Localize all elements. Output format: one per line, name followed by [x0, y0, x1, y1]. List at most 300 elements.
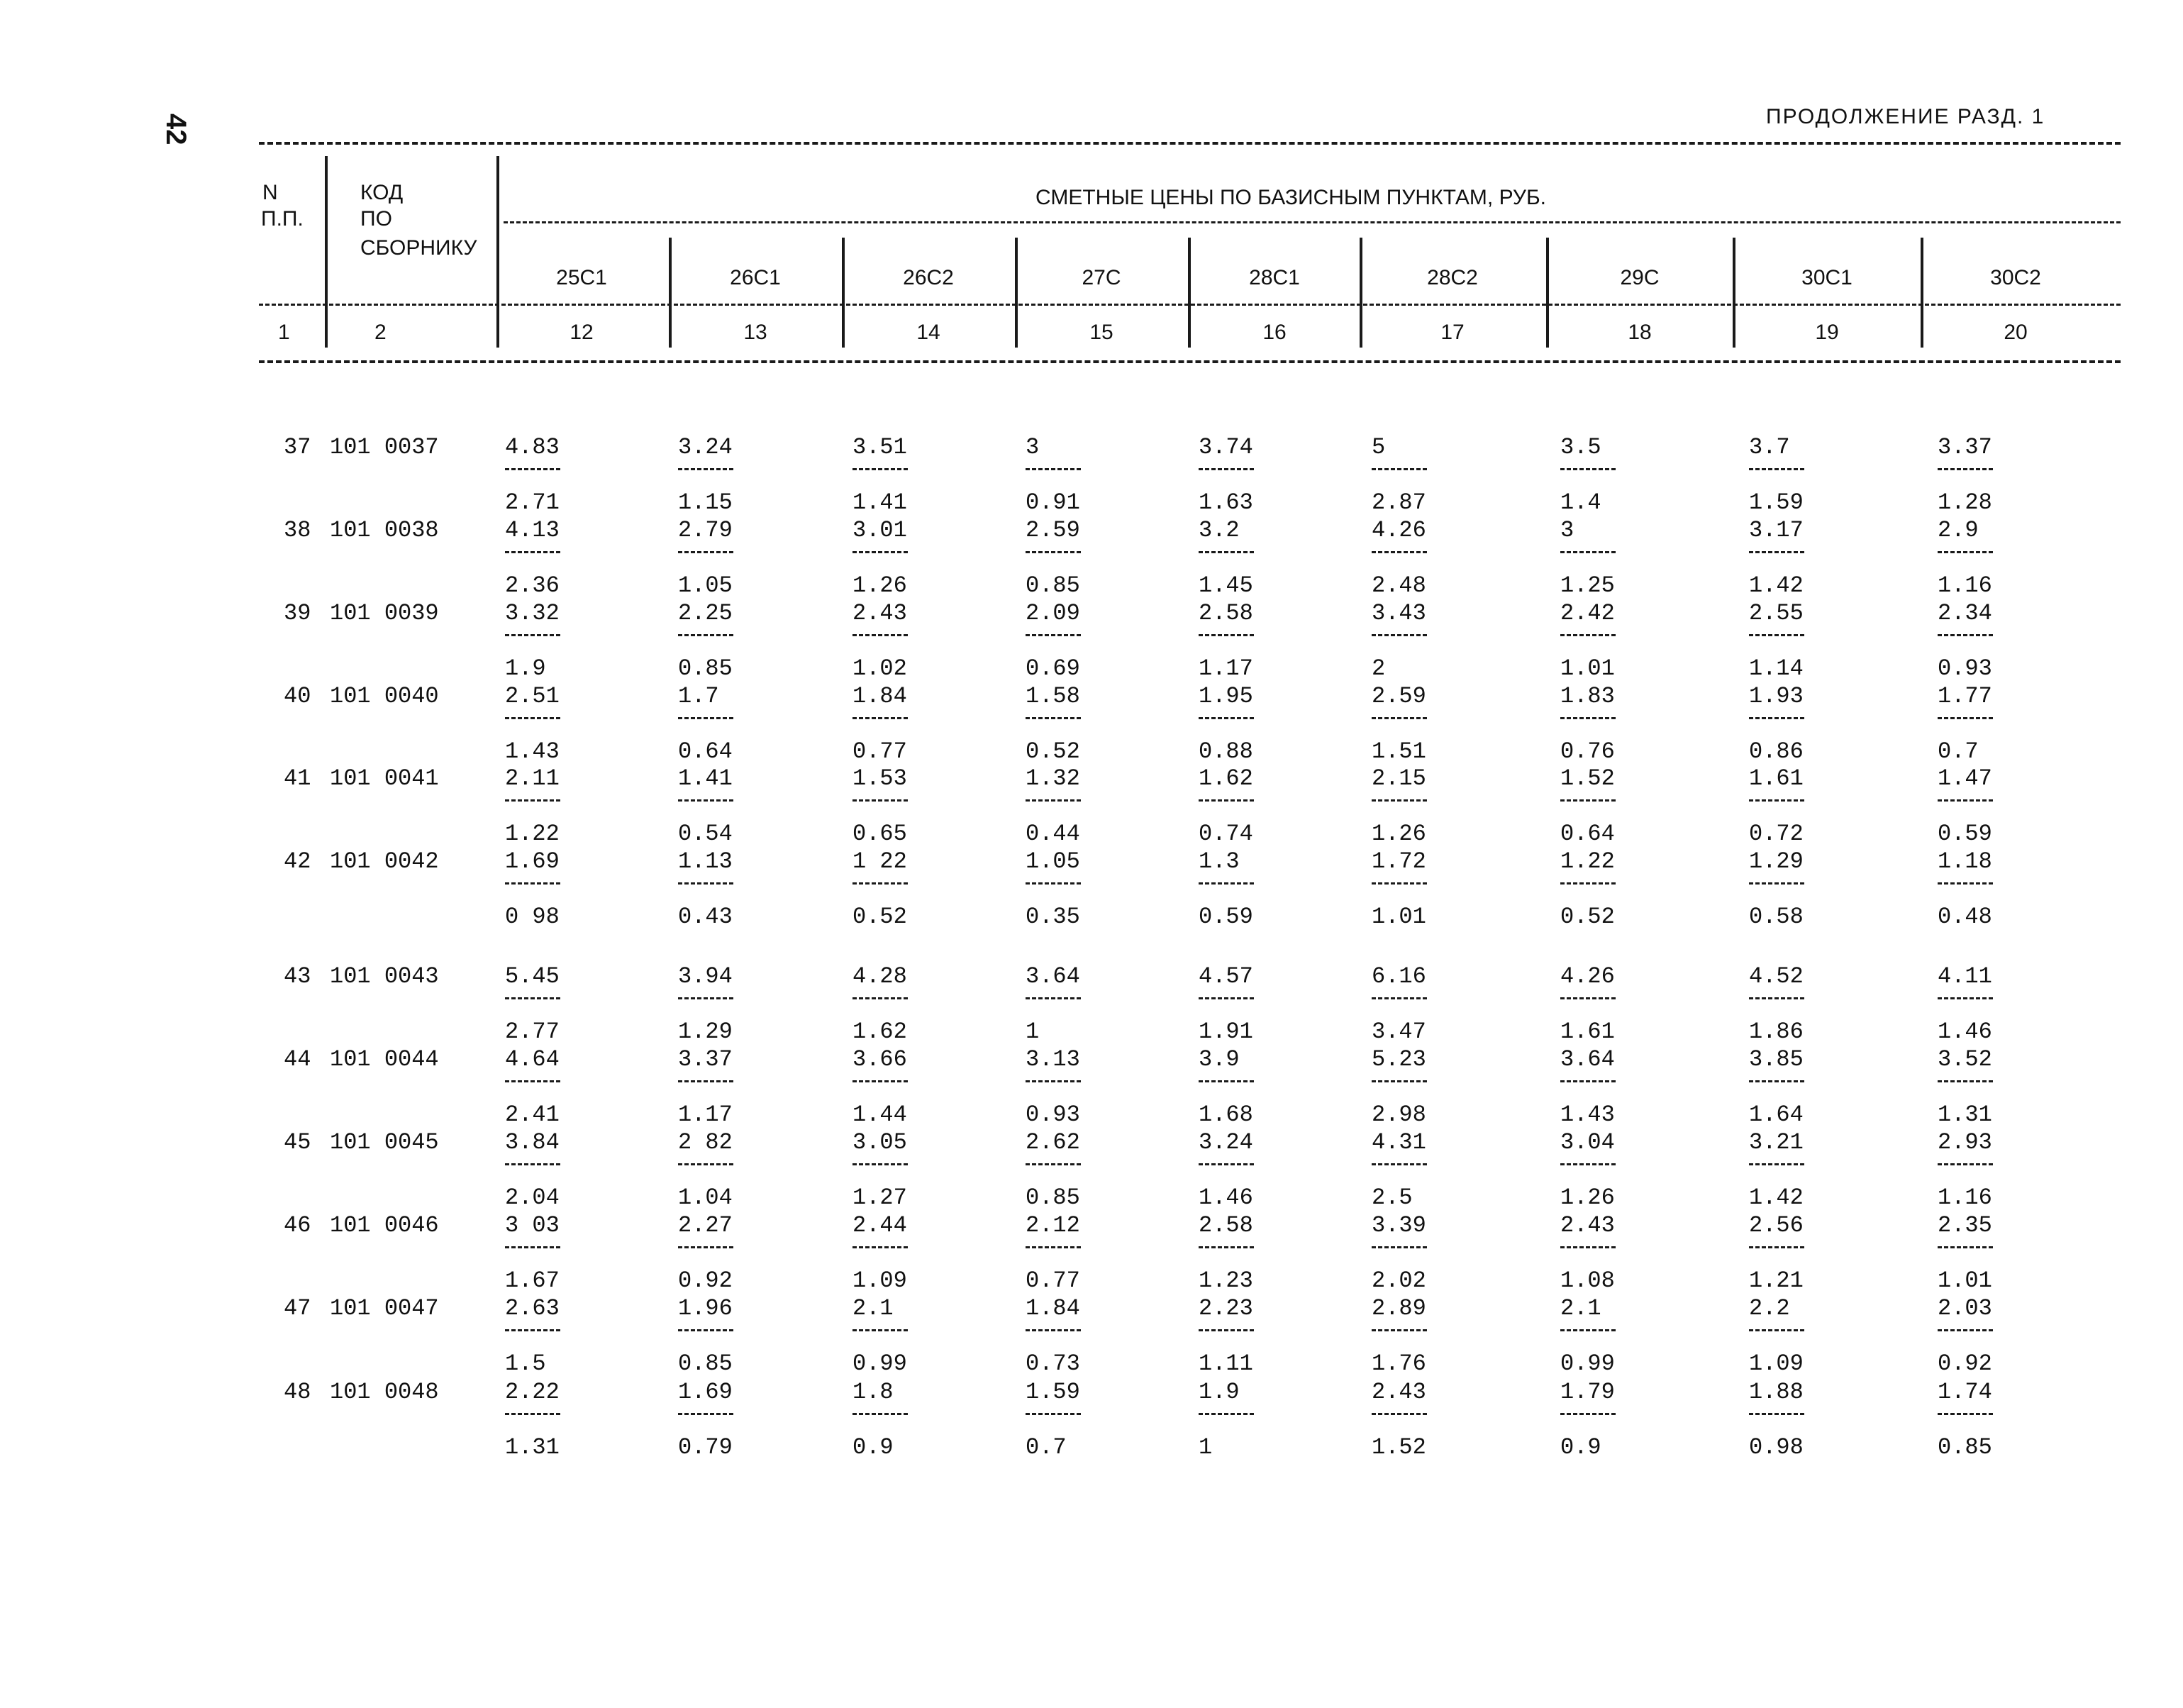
- row-number: 48: [284, 1379, 311, 1405]
- row-code: 101 0040: [330, 683, 439, 709]
- fraction-bar: [1938, 1163, 1993, 1165]
- fraction-bar: [1749, 551, 1804, 553]
- price-numerator: 3.39: [1372, 1212, 1426, 1238]
- price-denominator: 0.91: [1026, 489, 1080, 516]
- header-price-column-1: 25С1: [556, 266, 607, 289]
- row-number: 45: [284, 1129, 311, 1155]
- price-denominator: 2.48: [1372, 572, 1426, 599]
- price-numerator: 3.64: [1026, 963, 1080, 989]
- price-numerator: 1.95: [1199, 683, 1253, 709]
- price-numerator: 2.1: [852, 1295, 894, 1321]
- fraction-bar: [852, 799, 908, 802]
- price-numerator: 2.11: [505, 765, 560, 792]
- fraction-bar: [1560, 717, 1616, 719]
- price-numerator: 2.27: [678, 1212, 733, 1238]
- fraction-bar: [1372, 799, 1427, 802]
- price-denominator: 1.63: [1199, 489, 1253, 516]
- fraction-bar: [1560, 799, 1616, 802]
- price-numerator: 1.18: [1938, 848, 1992, 875]
- price-numerator: 3.24: [1199, 1129, 1253, 1155]
- price-denominator: 1.26: [852, 572, 907, 599]
- price-numerator: 4.52: [1749, 963, 1804, 989]
- header-price-column-2: 26С1: [730, 266, 781, 289]
- header-price-column-8: 30С1: [1801, 266, 1853, 289]
- fraction-bar: [1749, 468, 1804, 470]
- fraction-bar: [1749, 882, 1804, 884]
- price-numerator: 1.05: [1026, 848, 1080, 875]
- fraction-bar: [1372, 717, 1427, 719]
- price-numerator: 3.5: [1560, 434, 1601, 460]
- fraction-bar: [1026, 551, 1081, 553]
- price-denominator: 1.01: [1372, 904, 1426, 930]
- price-denominator: 1.52: [1372, 1434, 1426, 1460]
- price-denominator: 1.43: [505, 738, 560, 765]
- price-numerator: 1.53: [852, 765, 907, 792]
- header-col-code-line3: СБОРНИКУ: [360, 236, 477, 260]
- price-denominator: 1.16: [1938, 572, 1992, 599]
- fraction-bar: [1560, 882, 1616, 884]
- price-denominator: 0.73: [1026, 1351, 1080, 1377]
- price-denominator: 1.21: [1749, 1268, 1804, 1294]
- price-denominator: 1.28: [1938, 489, 1992, 516]
- price-denominator: 1.31: [1938, 1102, 1992, 1128]
- fraction-bar: [505, 1329, 560, 1331]
- price-numerator: 2.03: [1938, 1295, 1992, 1321]
- price-numerator: 2.2: [1749, 1295, 1790, 1321]
- price-numerator: 3.66: [852, 1046, 907, 1072]
- fraction-bar: [1560, 634, 1616, 636]
- price-numerator: 3: [1560, 517, 1574, 543]
- price-denominator: 0.43: [678, 904, 733, 930]
- price-denominator: 1.25: [1560, 572, 1615, 599]
- price-numerator: 3.2: [1199, 517, 1240, 543]
- fraction-bar: [852, 717, 908, 719]
- price-denominator: 0.9: [852, 1434, 894, 1460]
- row-code: 101 0047: [330, 1295, 439, 1321]
- header-price-column-9: 30С2: [1990, 266, 2041, 289]
- price-denominator: 1.26: [1560, 1185, 1615, 1211]
- price-numerator: 1.22: [1560, 848, 1615, 875]
- fraction-bar: [1026, 717, 1081, 719]
- price-numerator: 3.13: [1026, 1046, 1080, 1072]
- price-denominator: 2.36: [505, 572, 560, 599]
- price-numerator: 3 03: [505, 1212, 560, 1238]
- price-denominator: 1.46: [1199, 1185, 1253, 1211]
- price-denominator: 1.45: [1199, 572, 1253, 599]
- price-numerator: 2.55: [1749, 600, 1804, 626]
- header-group-title: СМЕТНЫЕ ЦЕНЫ ПО БАЗИСНЫМ ПУНКТАМ, РУБ.: [1035, 186, 1546, 209]
- price-denominator: 1.27: [852, 1185, 907, 1211]
- fraction-bar: [678, 717, 733, 719]
- price-denominator: 0.54: [678, 821, 733, 847]
- price-numerator: 6.16: [1372, 963, 1426, 989]
- price-denominator: 0.85: [678, 1351, 733, 1377]
- fraction-bar: [505, 551, 560, 553]
- price-numerator: 2.59: [1372, 683, 1426, 709]
- price-denominator: 2.87: [1372, 489, 1426, 516]
- price-denominator: 1.16: [1938, 1185, 1992, 1211]
- price-denominator: 1: [1026, 1019, 1040, 1045]
- price-numerator: 3.01: [852, 517, 907, 543]
- price-denominator: 0.85: [1026, 572, 1080, 599]
- price-denominator: 2.41: [505, 1102, 560, 1128]
- price-denominator: 1.01: [1938, 1268, 1992, 1294]
- price-denominator: 2.5: [1372, 1185, 1413, 1211]
- price-denominator: 1: [1199, 1434, 1213, 1460]
- price-denominator: 1.59: [1749, 489, 1804, 516]
- price-numerator: 2 82: [678, 1129, 733, 1155]
- fraction-bar: [678, 634, 733, 636]
- price-numerator: 3.37: [1938, 434, 1992, 460]
- fraction-bar: [1199, 468, 1254, 470]
- price-denominator: 0.85: [678, 655, 733, 682]
- price-denominator: 0.59: [1938, 821, 1992, 847]
- fraction-bar: [1938, 882, 1993, 884]
- price-denominator: 1.23: [1199, 1268, 1253, 1294]
- header-price-index-9: 20: [2004, 321, 2028, 344]
- fraction-bar: [1026, 1163, 1081, 1165]
- price-numerator: 1.93: [1749, 683, 1804, 709]
- fraction-bar: [1560, 1329, 1616, 1331]
- price-denominator: 0 98: [505, 904, 560, 930]
- row-number: 39: [284, 600, 311, 626]
- row-number: 47: [284, 1295, 311, 1321]
- price-denominator: 0.52: [1560, 904, 1615, 930]
- fraction-bar: [1938, 1246, 1993, 1248]
- row-number: 37: [284, 434, 311, 460]
- price-denominator: 1.4: [1560, 489, 1601, 516]
- price-numerator: 4.83: [505, 434, 560, 460]
- price-denominator: 2.98: [1372, 1102, 1426, 1128]
- fraction-bar: [1749, 1329, 1804, 1331]
- row-number: 38: [284, 517, 311, 543]
- fraction-bar: [852, 882, 908, 884]
- fraction-bar: [852, 1413, 908, 1415]
- row-code: 101 0044: [330, 1046, 439, 1072]
- price-denominator: 0.65: [852, 821, 907, 847]
- row-code: 101 0043: [330, 963, 439, 989]
- price-numerator: 3.84: [505, 1129, 560, 1155]
- price-denominator: 0.69: [1026, 655, 1080, 682]
- fraction-bar: [505, 882, 560, 884]
- price-numerator: 5.23: [1372, 1046, 1426, 1072]
- price-numerator: 1.84: [1026, 1295, 1080, 1321]
- row-code: 101 0039: [330, 600, 439, 626]
- row-number: 42: [284, 848, 311, 875]
- fraction-bar: [1749, 1163, 1804, 1165]
- price-numerator: 2.15: [1372, 765, 1426, 792]
- price-numerator: 1.83: [1560, 683, 1615, 709]
- price-denominator: 2.04: [505, 1185, 560, 1211]
- price-numerator: 3.37: [678, 1046, 733, 1072]
- price-denominator: 1.01: [1560, 655, 1615, 682]
- price-denominator: 0.7: [1938, 738, 1979, 765]
- fraction-bar: [852, 551, 908, 553]
- price-numerator: 1.8: [852, 1379, 894, 1405]
- fraction-bar: [852, 468, 908, 470]
- fraction-bar: [1749, 717, 1804, 719]
- price-numerator: 2.43: [1372, 1379, 1426, 1405]
- price-denominator: 0.72: [1749, 821, 1804, 847]
- price-numerator: 2.58: [1199, 600, 1253, 626]
- price-numerator: 2.34: [1938, 600, 1992, 626]
- price-numerator: 2.42: [1560, 600, 1615, 626]
- price-numerator: 2.56: [1749, 1212, 1804, 1238]
- fraction-bar: [1560, 1246, 1616, 1248]
- price-denominator: 0.74: [1199, 821, 1253, 847]
- fraction-bar: [505, 1246, 560, 1248]
- fraction-bar: [678, 799, 733, 802]
- fraction-bar: [1372, 1329, 1427, 1331]
- row-number: 43: [284, 963, 311, 989]
- price-numerator: 1.79: [1560, 1379, 1615, 1405]
- price-numerator: 3.32: [505, 600, 560, 626]
- header-index-2: 2: [374, 321, 387, 344]
- price-numerator: 2.43: [1560, 1212, 1615, 1238]
- price-numerator: 3.7: [1749, 434, 1790, 460]
- fraction-bar: [1026, 634, 1081, 636]
- fraction-bar: [1749, 997, 1804, 999]
- price-denominator: 0.35: [1026, 904, 1080, 930]
- fraction-bar: [1372, 468, 1427, 470]
- fraction-bar: [1199, 1080, 1254, 1082]
- row-number: 44: [284, 1046, 311, 1072]
- price-denominator: 1.62: [852, 1019, 907, 1045]
- page-number: 42: [160, 113, 191, 145]
- fraction-bar: [1199, 1413, 1254, 1415]
- price-numerator: 1.59: [1026, 1379, 1080, 1405]
- price-denominator: 1.15: [678, 489, 733, 516]
- price-numerator: 1.96: [678, 1295, 733, 1321]
- price-numerator: 4.28: [852, 963, 907, 989]
- fraction-bar: [1026, 1329, 1081, 1331]
- row-code: 101 0046: [330, 1212, 439, 1238]
- price-denominator: 1.09: [1749, 1351, 1804, 1377]
- fraction-bar: [1560, 997, 1616, 999]
- price-denominator: 1.9: [505, 655, 546, 682]
- fraction-bar: [678, 1246, 733, 1248]
- fraction-bar: [1026, 1413, 1081, 1415]
- fraction-bar: [678, 997, 733, 999]
- fraction-bar: [1938, 468, 1993, 470]
- price-denominator: 1.08: [1560, 1268, 1615, 1294]
- fraction-bar: [1749, 1413, 1804, 1415]
- price-numerator: 1.9: [1199, 1379, 1240, 1405]
- price-numerator: 2.35: [1938, 1212, 1992, 1238]
- price-denominator: 0.98: [1749, 1434, 1804, 1460]
- header-price-index-3: 14: [916, 321, 940, 344]
- price-denominator: 0.64: [678, 738, 733, 765]
- price-denominator: 2.77: [505, 1019, 560, 1045]
- fraction-bar: [1938, 1080, 1993, 1082]
- fraction-bar: [1026, 1246, 1081, 1248]
- fraction-bar: [1372, 882, 1427, 884]
- fraction-bar: [852, 1246, 908, 1248]
- fraction-bar: [505, 997, 560, 999]
- price-denominator: 1.67: [505, 1268, 560, 1294]
- price-numerator: 4.11: [1938, 963, 1992, 989]
- price-numerator: 2.22: [505, 1379, 560, 1405]
- price-numerator: 2.09: [1026, 600, 1080, 626]
- fraction-bar: [1199, 717, 1254, 719]
- price-denominator: 0.48: [1938, 904, 1992, 930]
- price-denominator: 1.43: [1560, 1102, 1615, 1128]
- price-denominator: 0.86: [1749, 738, 1804, 765]
- header-price-index-1: 12: [570, 321, 594, 344]
- price-numerator: 2.62: [1026, 1129, 1080, 1155]
- price-numerator: 2.59: [1026, 517, 1080, 543]
- fraction-bar: [1938, 997, 1993, 999]
- row-code: 101 0037: [330, 434, 439, 460]
- price-denominator: 2.02: [1372, 1268, 1426, 1294]
- price-numerator: 2.25: [678, 600, 733, 626]
- fraction-bar: [852, 1329, 908, 1331]
- fraction-bar: [678, 468, 733, 470]
- fraction-bar: [1199, 1329, 1254, 1331]
- price-numerator: 1.62: [1199, 765, 1253, 792]
- header-price-column-3: 26С2: [903, 266, 954, 289]
- price-numerator: 3.04: [1560, 1129, 1615, 1155]
- fraction-bar: [678, 1329, 733, 1331]
- row-code: 101 0038: [330, 517, 439, 543]
- price-numerator: 1.3: [1199, 848, 1240, 875]
- price-denominator: 0.77: [1026, 1268, 1080, 1294]
- fraction-bar: [1560, 1080, 1616, 1082]
- price-numerator: 1.69: [678, 1379, 733, 1405]
- fraction-bar: [852, 1163, 908, 1165]
- price-denominator: 3.47: [1372, 1019, 1426, 1045]
- header-col-num-line1: N: [262, 181, 278, 204]
- header-price-index-4: 15: [1089, 321, 1113, 344]
- price-denominator: 1.51: [1372, 738, 1426, 765]
- price-numerator: 2.43: [852, 600, 907, 626]
- fraction-bar: [852, 1080, 908, 1082]
- price-numerator: 3.21: [1749, 1129, 1804, 1155]
- header-col-num-line2: П.П.: [261, 207, 304, 231]
- header-price-index-7: 18: [1628, 321, 1652, 344]
- fraction-bar: [505, 1163, 560, 1165]
- fraction-bar: [1372, 997, 1427, 999]
- price-numerator: 1.77: [1938, 683, 1992, 709]
- price-denominator: 0.7: [1026, 1434, 1067, 1460]
- fraction-bar: [1560, 1163, 1616, 1165]
- price-denominator: 0.52: [852, 904, 907, 930]
- header-col-code-line2: ПО: [360, 207, 392, 231]
- fraction-bar: [1938, 1413, 1993, 1415]
- price-denominator: 1.05: [678, 572, 733, 599]
- price-numerator: 4.26: [1560, 963, 1615, 989]
- price-numerator: 3: [1026, 434, 1040, 460]
- price-denominator: 0.92: [1938, 1351, 1992, 1377]
- price-numerator: 1.58: [1026, 683, 1080, 709]
- fraction-bar: [505, 1080, 560, 1082]
- header-price-column-7: 29С: [1620, 266, 1660, 289]
- header-col-code-line1: КОД: [360, 181, 404, 204]
- fraction-bar: [1372, 551, 1427, 553]
- price-denominator: 0.79: [678, 1434, 733, 1460]
- price-numerator: 5.45: [505, 963, 560, 989]
- row-number: 41: [284, 765, 311, 792]
- price-numerator: 1.32: [1026, 765, 1080, 792]
- price-numerator: 3.43: [1372, 600, 1426, 626]
- price-denominator: 0.85: [1026, 1185, 1080, 1211]
- fraction-bar: [1560, 468, 1616, 470]
- price-denominator: 1.14: [1749, 655, 1804, 682]
- price-denominator: 1.44: [852, 1102, 907, 1128]
- fraction-bar: [1026, 997, 1081, 999]
- price-numerator: 3.52: [1938, 1046, 1992, 1072]
- price-denominator: 1.68: [1199, 1102, 1253, 1128]
- fraction-bar: [852, 634, 908, 636]
- price-numerator: 3.85: [1749, 1046, 1804, 1072]
- price-denominator: 1.22: [505, 821, 560, 847]
- header-index-1: 1: [278, 321, 290, 344]
- price-numerator: 1.74: [1938, 1379, 1992, 1405]
- price-numerator: 2.9: [1938, 517, 1979, 543]
- row-code: 101 0042: [330, 848, 439, 875]
- price-denominator: 0.93: [1026, 1102, 1080, 1128]
- price-denominator: 1.61: [1560, 1019, 1615, 1045]
- price-numerator: 2.93: [1938, 1129, 1992, 1155]
- price-denominator: 0.92: [678, 1268, 733, 1294]
- fraction-bar: [678, 1080, 733, 1082]
- fraction-bar: [678, 551, 733, 553]
- fraction-bar: [1749, 634, 1804, 636]
- price-denominator: 0.52: [1026, 738, 1080, 765]
- fraction-bar: [1560, 1413, 1616, 1415]
- price-denominator: 1.29: [678, 1019, 733, 1045]
- fraction-bar: [1938, 551, 1993, 553]
- price-numerator: 2.89: [1372, 1295, 1426, 1321]
- price-denominator: 1.04: [678, 1185, 733, 1211]
- fraction-bar: [505, 717, 560, 719]
- price-denominator: 0.93: [1938, 655, 1992, 682]
- price-denominator: 1.86: [1749, 1019, 1804, 1045]
- price-denominator: 0.9: [1560, 1434, 1601, 1460]
- fraction-bar: [1372, 1163, 1427, 1165]
- price-denominator: 0.59: [1199, 904, 1253, 930]
- fraction-bar: [505, 634, 560, 636]
- fraction-bar: [1199, 1246, 1254, 1248]
- fraction-bar: [1026, 468, 1081, 470]
- fraction-bar: [1372, 634, 1427, 636]
- fraction-bar: [1938, 717, 1993, 719]
- price-numerator: 1.29: [1749, 848, 1804, 875]
- header-price-column-4: 27С: [1082, 266, 1121, 289]
- price-numerator: 3.94: [678, 963, 733, 989]
- price-denominator: 0.99: [1560, 1351, 1615, 1377]
- price-denominator: 1.42: [1749, 1185, 1804, 1211]
- price-denominator: 1.26: [1372, 821, 1426, 847]
- price-numerator: 2.51: [505, 683, 560, 709]
- header-price-column-5: 28С1: [1249, 266, 1300, 289]
- price-numerator: 1.13: [678, 848, 733, 875]
- fraction-bar: [1938, 634, 1993, 636]
- fraction-bar: [1749, 1246, 1804, 1248]
- price-denominator: 1.64: [1749, 1102, 1804, 1128]
- price-denominator: 1.46: [1938, 1019, 1992, 1045]
- fraction-bar: [678, 1163, 733, 1165]
- fraction-bar: [852, 997, 908, 999]
- price-denominator: 1.17: [1199, 655, 1253, 682]
- row-code: 101 0041: [330, 765, 439, 792]
- price-numerator: 2.63: [505, 1295, 560, 1321]
- fraction-bar: [1372, 1413, 1427, 1415]
- row-code: 101 0048: [330, 1379, 439, 1405]
- price-numerator: 4.31: [1372, 1129, 1426, 1155]
- price-numerator: 1.61: [1749, 765, 1804, 792]
- price-denominator: 0.76: [1560, 738, 1615, 765]
